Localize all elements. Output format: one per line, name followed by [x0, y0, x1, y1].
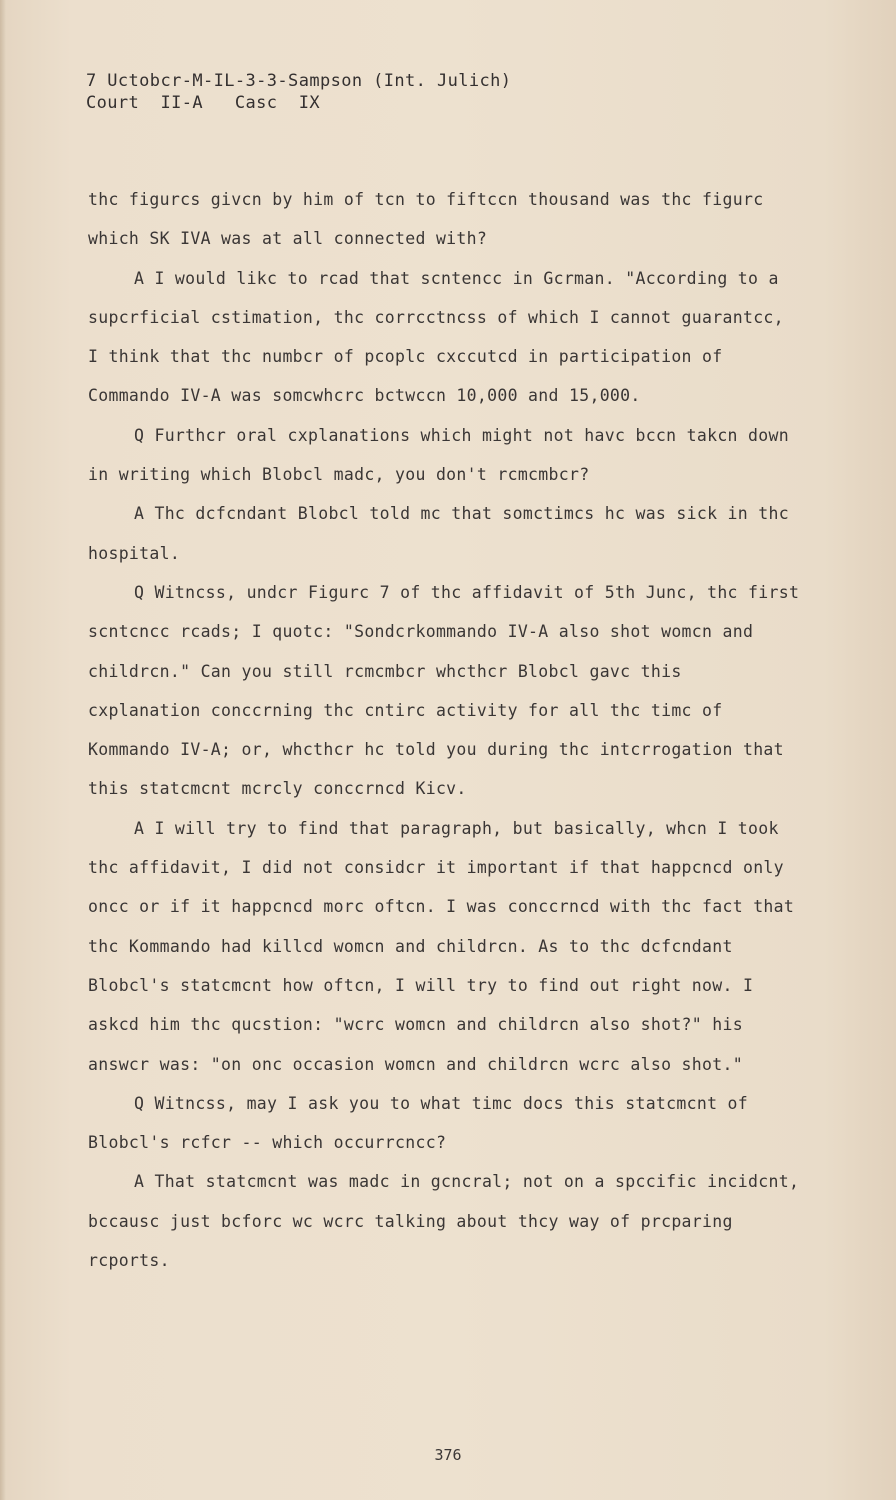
transcript-paragraph: Q Witncss, undcr Figurc 7 of thc affidavit of 5th Junc, thc first scntcncc rcads; I quotc: "Sondcrkommando IV-A also shot womcn and childrcn." Can you still rcmcmbcr whcthcr Blobcl gavc this cxplanation conccrning thc cntirc activity for all thc timc of Kommando IV-A; or, whcthcr hc told you during thc intcrrogation that this statcmcnt mcrcly conccrncd Kicv.	[88, 582, 800, 799]
transcript-paragraph: A I will try to find that paragraph, but basically, whcn I took thc affidavit, I did not considcr it important if that happcncd only oncc or if it happcncd morc oftcn. I was conccrncd with thc fact that thc Kommando had killcd womcn and childrcn. As to thc dcfcndant Blobcl's statcmcnt how oftcn, I will try to find out right now. I askcd him thc qucstion: "wcrc womcn and childrcn also shot?" his answcr was: "on onc occasion womcn and childrcn wcrc also shot."	[88, 818, 795, 1074]
transcript-body	[88, 180, 803, 1280]
transcript-paragraph: A Thc dcfcndant Blobcl told mc that somctimcs hc was sick in thc hospital.	[88, 504, 789, 563]
page-number: 376	[434, 1446, 462, 1464]
document-header	[86, 70, 511, 114]
transcript-paragraph: Q Witncss, may I ask you to what timc docs this statcmcnt of Blobcl's rcfcr -- which occurrcncc?	[88, 1093, 749, 1153]
transcript-paragraph: A That statcmcnt was madc in gcncral; not on a spccific incidcnt, bccausc just bcforc wc wcrc talking about thcy way of prcparing rcports.	[88, 1172, 800, 1271]
page-edge-shadow	[0, 0, 6, 1500]
header-line-date-reference: 7 Uctobcr-M-IL-3-3-Sampson (Int. Julich)	[86, 71, 512, 91]
transcript-paragraph: Q Furthcr oral cxplanations which might not havc bccn takcn down in writing which Blobcl madc, you don't rcmcmbcr?	[88, 425, 789, 485]
header-line-court-case: Court II-A Casc IX	[86, 93, 320, 113]
transcript-paragraph: thc figurcs givcn by him of tcn to fiftccn thousand was thc figurc which SK IVA was at all connected with?	[88, 190, 764, 249]
transcript-paragraph: A I would likc to rcad that scntencc in Gcrman. "According to a supcrficial cstimation, thc corrcctncss of which I cannot guarantcc, I think that thc numbcr of pcoplc cxccutcd in participation of Commando IV-A was somcwhcrc bctwccn 10,000 and 15,000.	[88, 268, 784, 406]
